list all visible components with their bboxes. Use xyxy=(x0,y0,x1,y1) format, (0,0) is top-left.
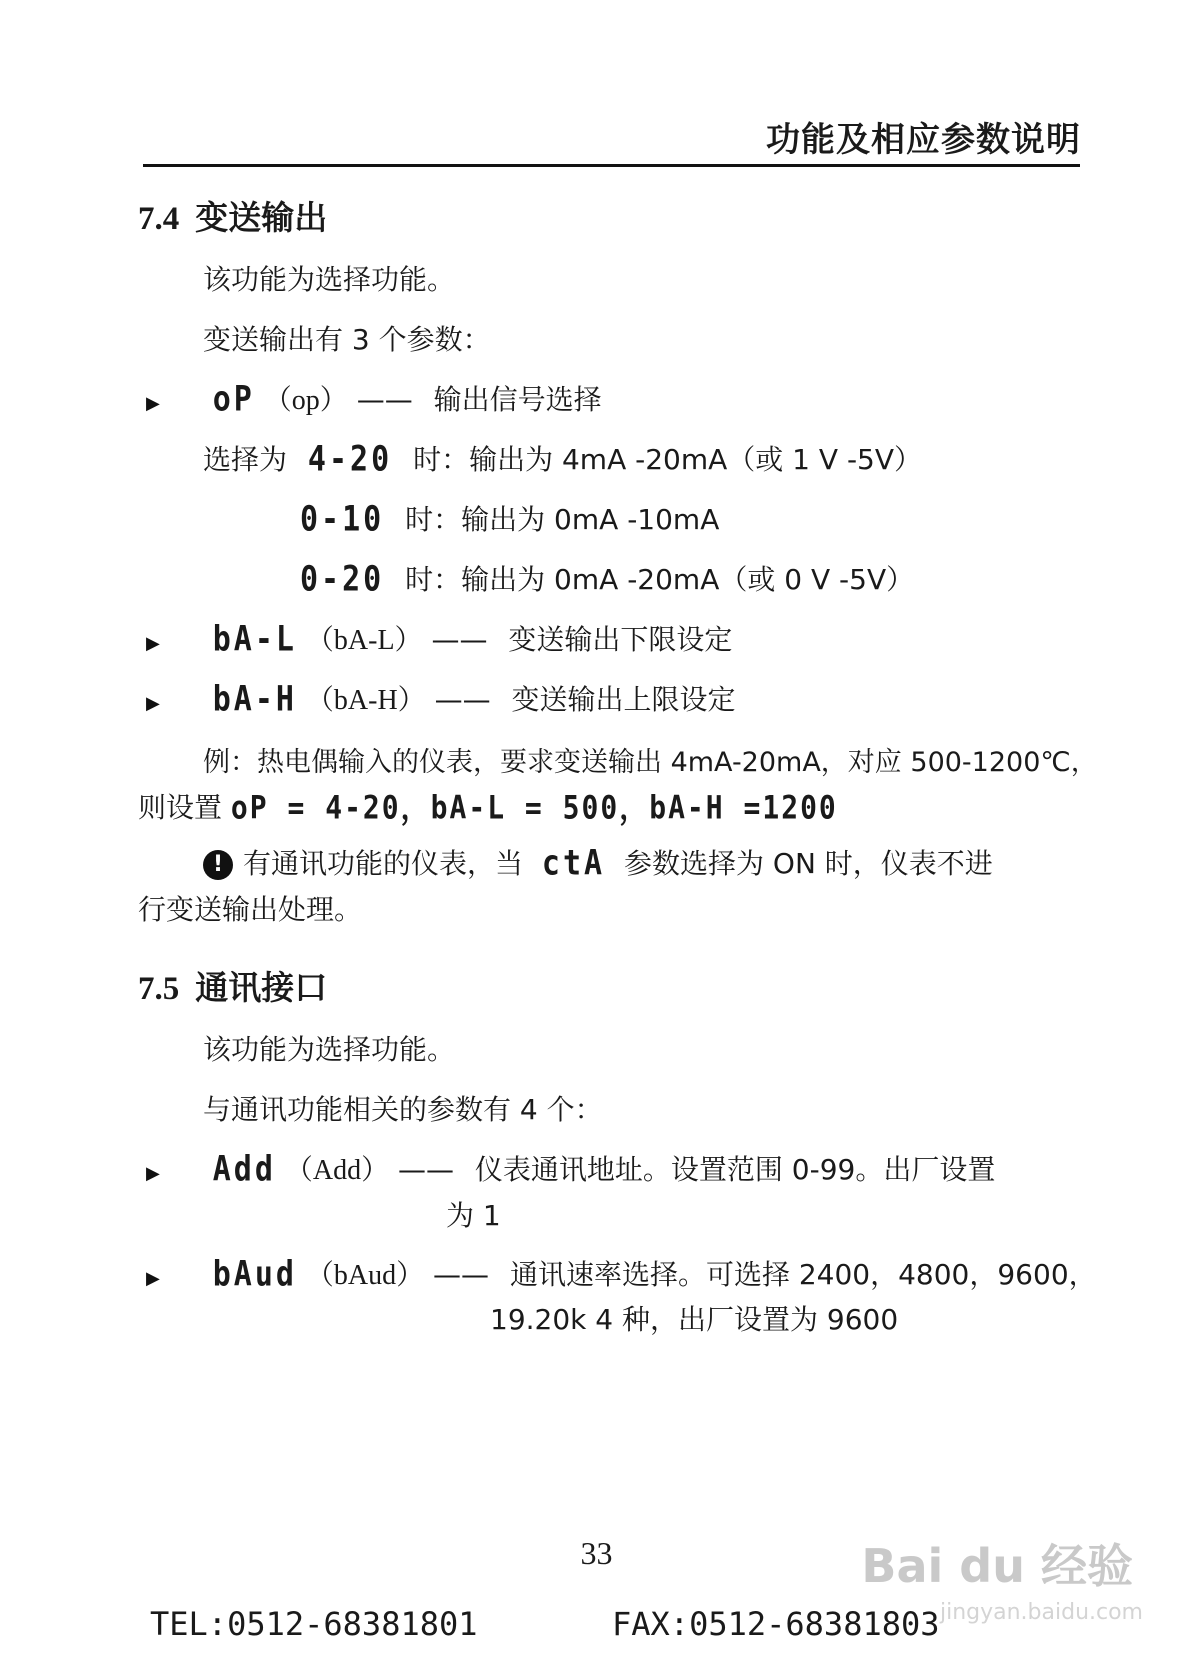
section-number: 7.4 xyxy=(138,201,180,237)
segment-display-text: bA-H xyxy=(212,679,297,720)
triangle-bullet-icon: ▶ xyxy=(146,633,160,654)
footer-tel: TEL:0512-68381801 xyxy=(150,1605,478,1643)
header-divider xyxy=(143,164,1080,167)
param-desc-cont: 为 1 xyxy=(446,1199,501,1232)
dash: —— xyxy=(433,1258,490,1291)
param-add-item xyxy=(146,1148,995,1188)
option-row xyxy=(300,558,914,598)
note-line xyxy=(203,842,993,882)
note-text-b: 参数选择为 ON 时，仪表不进 xyxy=(624,847,993,880)
segment-display-text: ctA xyxy=(541,843,606,884)
option-row xyxy=(300,498,719,538)
section-number: 7.5 xyxy=(138,971,180,1007)
dash: —— xyxy=(356,383,413,416)
param-op-item xyxy=(146,378,602,418)
section-7-5-heading xyxy=(138,962,327,1009)
param-code: （Add） xyxy=(284,1155,390,1186)
triangle-bullet-icon: ▶ xyxy=(146,693,160,714)
example-setting-line xyxy=(138,786,838,826)
param-baud-item xyxy=(146,1253,1097,1293)
section-7-4-heading xyxy=(138,192,327,239)
paragraph: 变送输出有 3 个参数： xyxy=(203,323,491,356)
example-line: 例：热电偶输入的仪表，要求变送输出 4mA-20mA，对应 500-1200℃， xyxy=(203,747,1098,778)
note-line-2: 行变送输出处理。 xyxy=(138,893,363,926)
select-prefix: 选择为 xyxy=(203,443,288,476)
segment-display-text: bA-L xyxy=(212,619,297,660)
segment-display-text: oP xyxy=(212,379,255,420)
param-desc: 输出信号选择 xyxy=(433,383,602,416)
option-text: 时：输出为 4mA -20mA（或 1 V -5V） xyxy=(413,443,923,476)
paragraph: 该功能为选择功能。 xyxy=(203,1033,456,1066)
dash: —— xyxy=(397,1153,454,1186)
option-row xyxy=(203,438,922,478)
param-desc: 变送输出上限设定 xyxy=(511,683,736,716)
option-text: 时：输出为 0mA -10mA xyxy=(405,503,720,536)
param-code: （bAud） xyxy=(305,1260,425,1291)
footer-fax: FAX:0512-68381803 xyxy=(612,1605,940,1643)
example-prefix: 则设置 xyxy=(138,791,223,824)
segment-display-text: 0-20 xyxy=(300,559,385,600)
dash: —— xyxy=(434,683,491,716)
param-code: （op） xyxy=(263,385,348,416)
baidu-watermark-logo: Bai du 经验 xyxy=(861,1539,1133,1593)
page-number: 33 xyxy=(580,1535,613,1571)
segment-display-text: Add xyxy=(212,1149,276,1190)
triangle-bullet-icon: ▶ xyxy=(146,1268,160,1289)
param-bal-item xyxy=(146,618,732,658)
option-text: 时：输出为 0mA -20mA（或 0 V -5V） xyxy=(405,563,915,596)
param-desc-cont: 19.20k 4 种，出厂设置为 9600 xyxy=(490,1303,899,1336)
segment-display-text: 4-20 xyxy=(307,439,393,480)
paragraph: 该功能为选择功能。 xyxy=(203,263,456,296)
triangle-bullet-icon: ▶ xyxy=(146,393,160,414)
section-title: 变送输出 xyxy=(195,198,328,237)
warning-icon: ! xyxy=(203,850,233,880)
param-desc: 变送输出下限设定 xyxy=(508,623,733,656)
param-desc: 通讯速率选择。可选择 2400，4800，9600， xyxy=(509,1258,1097,1291)
note-text-a: 有通讯功能的仪表，当 xyxy=(243,847,524,880)
baidu-watermark-url: jingyan.baidu.com xyxy=(939,1600,1143,1625)
segment-display-text: bAud xyxy=(212,1254,297,1295)
param-code: （bA-L） xyxy=(305,625,423,656)
page-header-title: 功能及相应参数说明 xyxy=(766,120,1081,160)
triangle-bullet-icon: ▶ xyxy=(146,1163,160,1184)
param-desc: 仪表通讯地址。设置范围 0-99。出厂设置 xyxy=(474,1153,996,1186)
segment-display-text: oP = 4-20，bA-L = 500，bA-H =1200 xyxy=(230,788,838,827)
param-code: （bA-H） xyxy=(305,685,426,716)
paragraph: 与通讯功能相关的参数有 4 个： xyxy=(203,1093,603,1126)
segment-display-text: 0-10 xyxy=(300,499,385,540)
param-bah-item xyxy=(146,678,736,718)
section-title: 通讯接口 xyxy=(195,968,328,1007)
dash: —— xyxy=(431,623,488,656)
